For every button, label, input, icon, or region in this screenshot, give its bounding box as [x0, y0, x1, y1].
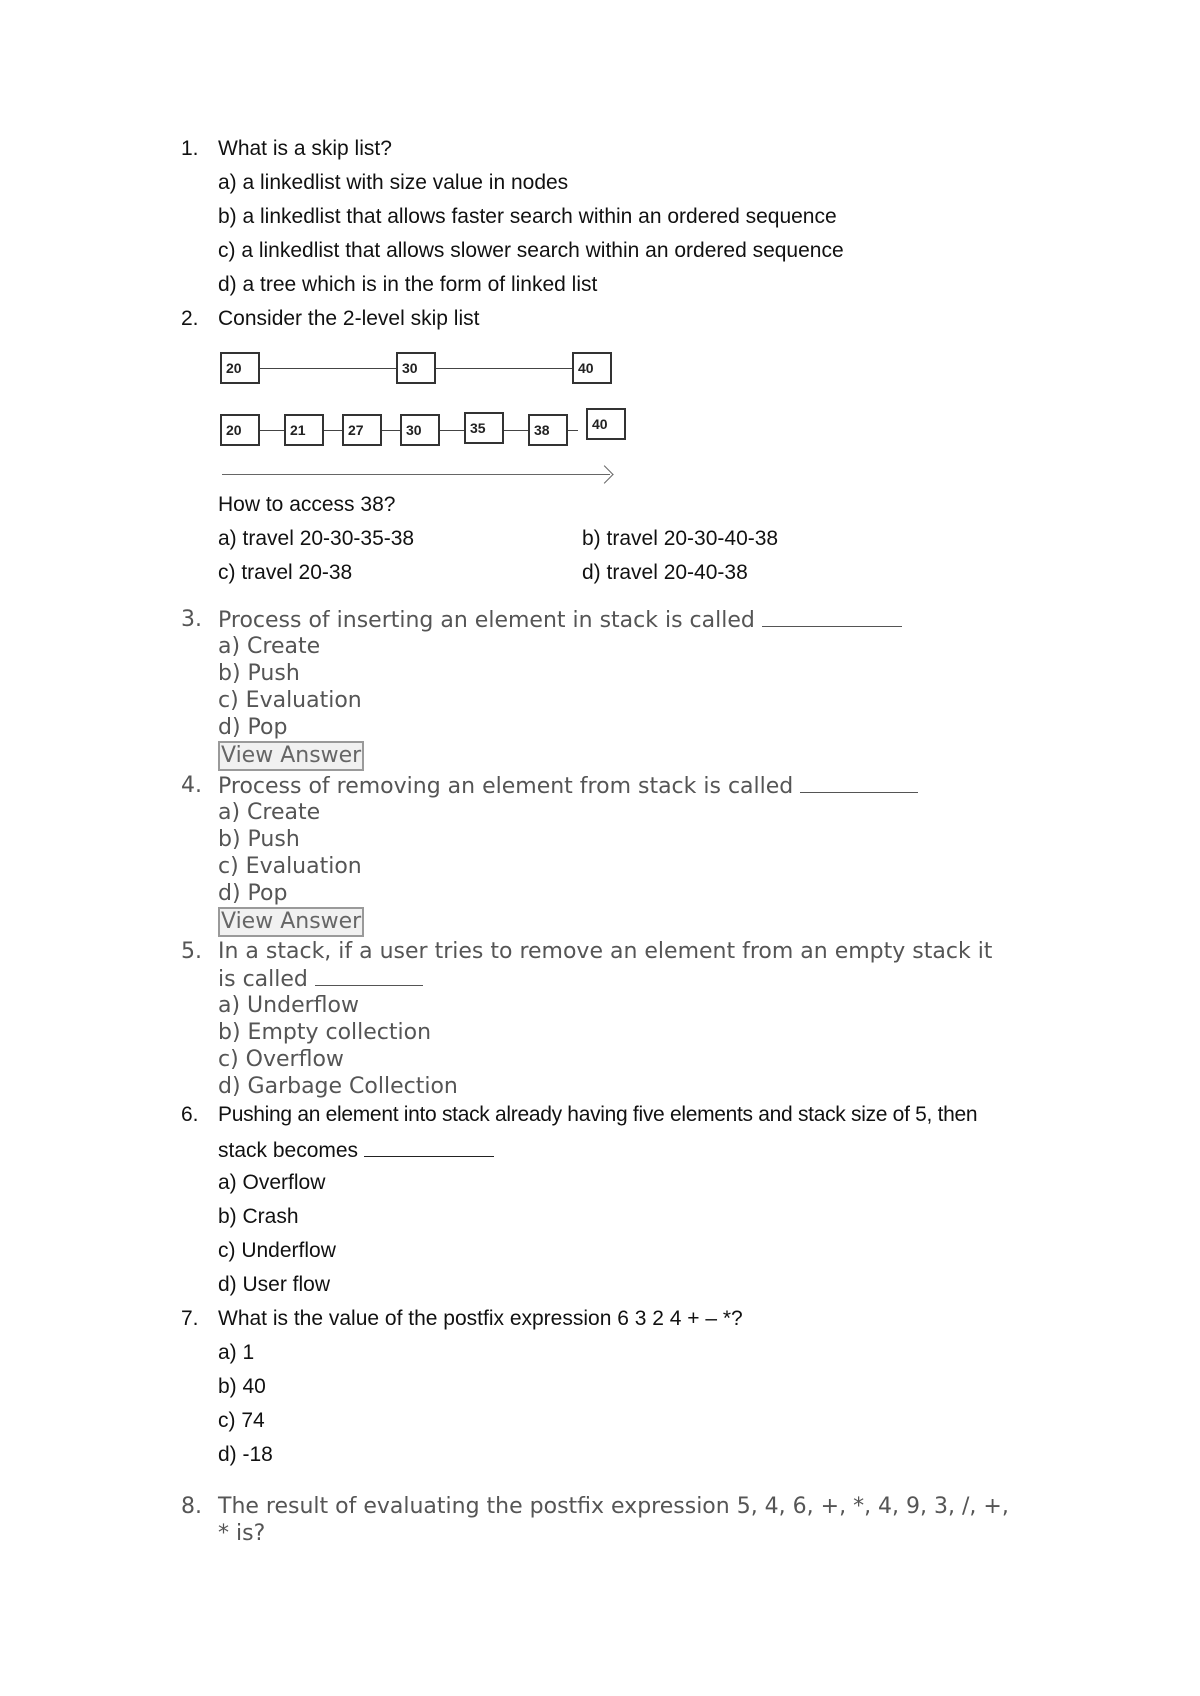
question-text-line-1: In a stack, if a user tries to remove an element from an empty stack it [218, 939, 993, 964]
option-c: c) Evaluation [218, 688, 362, 713]
option-b: b) Crash [218, 1205, 299, 1228]
option-c: c) Overflow [218, 1047, 344, 1072]
answer-blank [762, 606, 902, 627]
option-c: c) Evaluation [218, 854, 362, 879]
question-number: 1. [181, 137, 199, 160]
option-d: d) Pop [218, 881, 288, 906]
question-number: 2. [181, 307, 199, 330]
bottom-node-21: 21 [284, 414, 324, 446]
option-a: a) Overflow [218, 1171, 326, 1194]
question-text-line-1: The result of evaluating the postfix expression 5, 4, 6, +, *, 4, 9, 3, /, +, [218, 1494, 1009, 1519]
option-a: a) 1 [218, 1341, 255, 1364]
option-b: b) travel 20-30-40-38 [582, 527, 779, 550]
option-d: d) Garbage Collection [218, 1074, 458, 1099]
question-number: 7. [181, 1307, 199, 1330]
question-number: 5. [181, 939, 202, 964]
option-b: b) Push [218, 827, 300, 852]
answer-blank [800, 772, 918, 793]
direction-arrow-line [222, 474, 610, 475]
option-d: d) Pop [218, 715, 288, 740]
answer-blank [364, 1136, 494, 1157]
option-a: a) Create [218, 800, 321, 825]
top-link-1 [256, 368, 396, 369]
option-d: d) travel 20-40-38 [582, 561, 748, 584]
question-text-line-1: Pushing an element into stack already having five elements and stack size of 5, then [218, 1103, 978, 1126]
question-text: Process of removing an element from stack is called [218, 774, 794, 799]
question-prompt: How to access 38? [218, 493, 396, 516]
option-a: a) Create [218, 634, 321, 659]
question-text-line-2: stack becomes [218, 1139, 359, 1162]
option-c: c) 74 [218, 1409, 265, 1432]
option-c: c) travel 20-38 [218, 561, 353, 584]
option-a: a) travel 20-30-35-38 [218, 527, 415, 550]
top-node-30: 30 [396, 352, 436, 384]
option-d: d) -18 [218, 1443, 273, 1466]
options-row-1 [218, 526, 1088, 560]
question-text-row-2 [218, 1136, 1088, 1170]
option-d: d) a tree which is in the form of linked list [218, 273, 598, 296]
option-b: b) Push [218, 661, 300, 686]
question-text-row [218, 772, 1088, 799]
question-number: 6. [181, 1103, 199, 1126]
option-a: a) a linkedlist with size value in nodes [218, 171, 569, 194]
bottom-node-30: 30 [400, 414, 440, 446]
question-text: What is a skip list? [218, 137, 392, 160]
top-node-40: 40 [572, 352, 612, 384]
top-link-2 [432, 368, 572, 369]
question-text: Consider the 2-level skip list [218, 307, 480, 330]
question-number: 8. [181, 1494, 202, 1519]
bottom-node-38: 38 [528, 414, 568, 446]
question-text: Process of inserting an element in stack is called [218, 608, 755, 633]
view-answer-button[interactable]: View Answer [218, 907, 364, 937]
options-row-2 [218, 560, 1088, 594]
option-c: c) Underflow [218, 1239, 336, 1262]
bottom-node-27: 27 [342, 414, 382, 446]
bottom-node-20: 20 [220, 414, 260, 446]
bottom-node-35: 35 [464, 412, 504, 444]
question-text: What is the value of the postfix expression 6 3 2 4 + – *? [218, 1307, 743, 1330]
question-number: 4. [181, 773, 202, 798]
bottom-node-40: 40 [586, 408, 626, 440]
question-text-line-2: is called [218, 967, 308, 992]
option-b: b) a linkedlist that allows faster search within an ordered sequence [218, 205, 837, 228]
option-a: a) Underflow [218, 993, 359, 1018]
question-number: 3. [181, 607, 202, 632]
option-d: d) User flow [218, 1273, 331, 1296]
answer-blank [315, 965, 423, 986]
top-node-20: 20 [220, 352, 260, 384]
question-text-line-2: * is? [218, 1521, 266, 1546]
option-b: b) Empty collection [218, 1020, 432, 1045]
option-c: c) a linkedlist that allows slower search within an ordered sequence [218, 239, 844, 262]
view-answer-button[interactable]: View Answer [218, 741, 364, 771]
arrow-right-icon [595, 465, 613, 483]
question-text-row [218, 606, 1088, 633]
option-b: b) 40 [218, 1375, 266, 1398]
skip-list-diagram [220, 350, 620, 485]
question-text-row-2 [218, 965, 1088, 992]
